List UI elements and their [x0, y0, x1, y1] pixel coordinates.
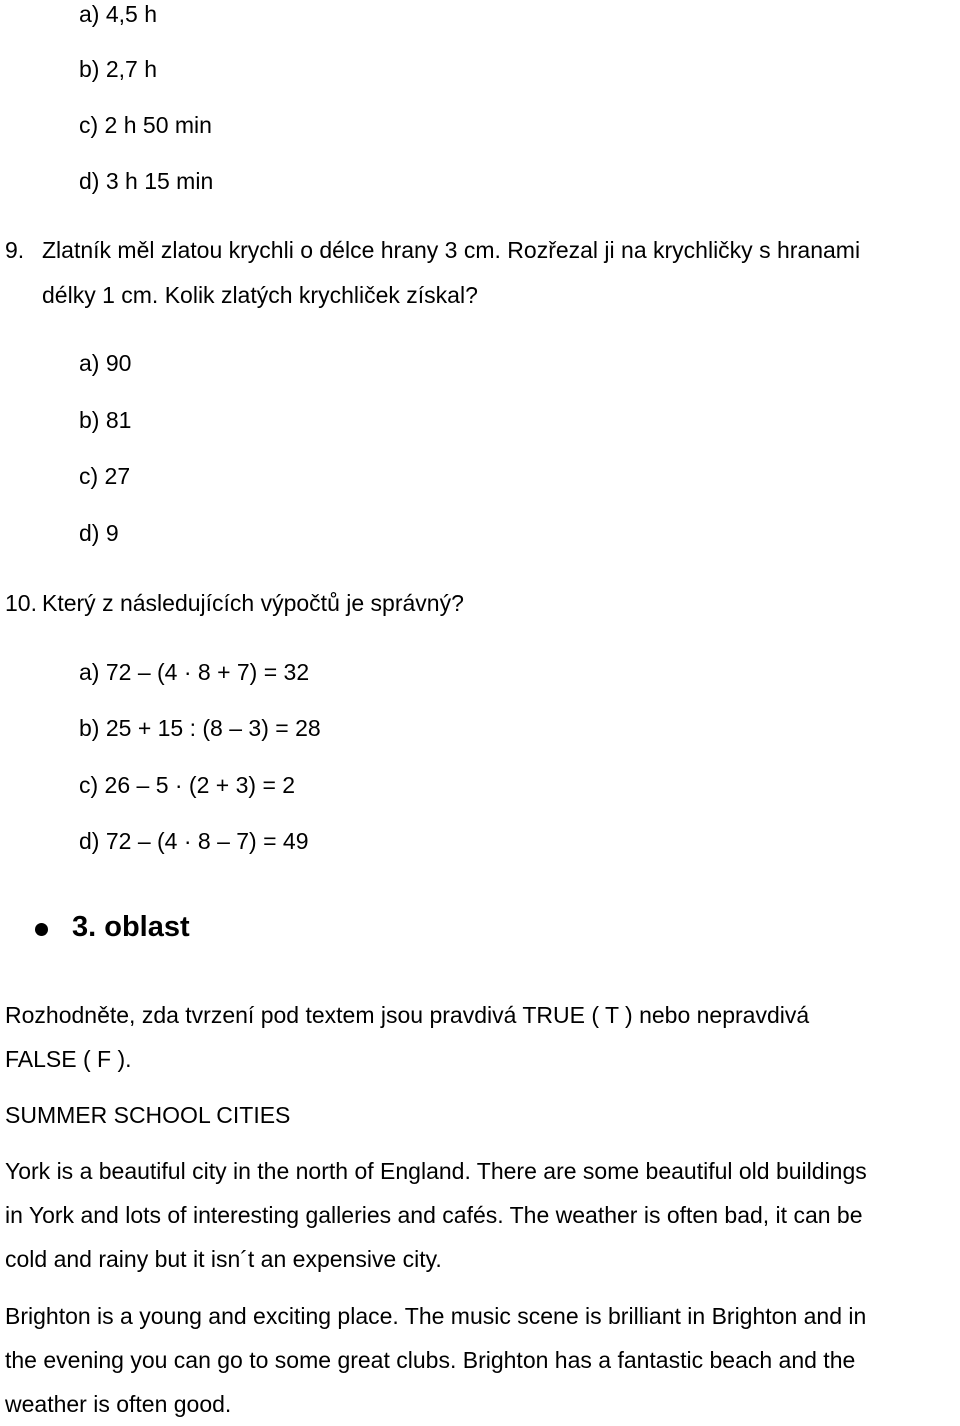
question-9-number: 9.: [5, 237, 25, 263]
question-9-text-line2: délky 1 cm. Kolik zlatých krychliček získal?: [42, 282, 478, 308]
q8-option-d: d) 3 h 15 min: [79, 168, 214, 194]
q10-option-b: b) 25 + 15 : (8 – 3) = 28: [79, 715, 321, 741]
q9-option-c: c) 27: [79, 463, 131, 489]
q8-option-c: c) 2 h 50 min: [79, 112, 212, 138]
bullet-icon: [35, 923, 48, 936]
paragraph-york-line: York is a beautiful city in the north of England. There are some beautiful old buildings: [5, 1158, 867, 1184]
q9-option-a: a) 90: [79, 350, 132, 376]
q10-option-c: c) 26 – 5 · (2 + 3) = 2: [79, 772, 296, 798]
q9-option-b: b) 81: [79, 407, 132, 433]
q10-option-d: d) 72 – (4 · 8 – 7) = 49: [79, 828, 309, 854]
instruction-line2: FALSE ( F ).: [5, 1046, 132, 1072]
section-heading: 3. oblast: [72, 911, 190, 943]
paragraph-york-line: in York and lots of interesting galleries and cafés. The weather is often bad, it can be: [5, 1202, 863, 1228]
paragraph-york: [5, 1149, 960, 1281]
question-10-text: Který z následujících výpočtů je správný?: [42, 590, 464, 616]
q9-option-d: d) 9: [79, 520, 119, 546]
paragraph-york-line: cold and rainy but it isn´t an expensive city.: [5, 1246, 442, 1272]
text-title: SUMMER SCHOOL CITIES: [5, 1102, 291, 1128]
instruction-line1: Rozhodněte, zda tvrzení pod textem jsou pravdivá TRUE ( T ) nebo nepravdivá: [5, 1002, 810, 1028]
paragraph-brighton-line: the evening you can go to some great clubs. Brighton has a fantastic beach and the: [5, 1347, 856, 1373]
paragraph-brighton-line: Brighton is a young and exciting place. The music scene is brilliant in Brighton and in: [5, 1303, 867, 1329]
paragraph-brighton-line: weather is often good.: [5, 1391, 232, 1417]
q8-option-a: a) 4,5 h: [79, 1, 157, 27]
paragraph-brighton: [5, 1294, 960, 1426]
question-9-text-line1: Zlatník měl zlatou krychli o délce hrany 3 cm. Rozřezal ji na krychličky s hranami: [42, 237, 861, 263]
q10-option-a: a) 72 – (4 · 8 + 7) = 32: [79, 659, 310, 685]
question-10-number: 10.: [5, 590, 37, 616]
q8-option-b: b) 2,7 h: [79, 56, 157, 82]
